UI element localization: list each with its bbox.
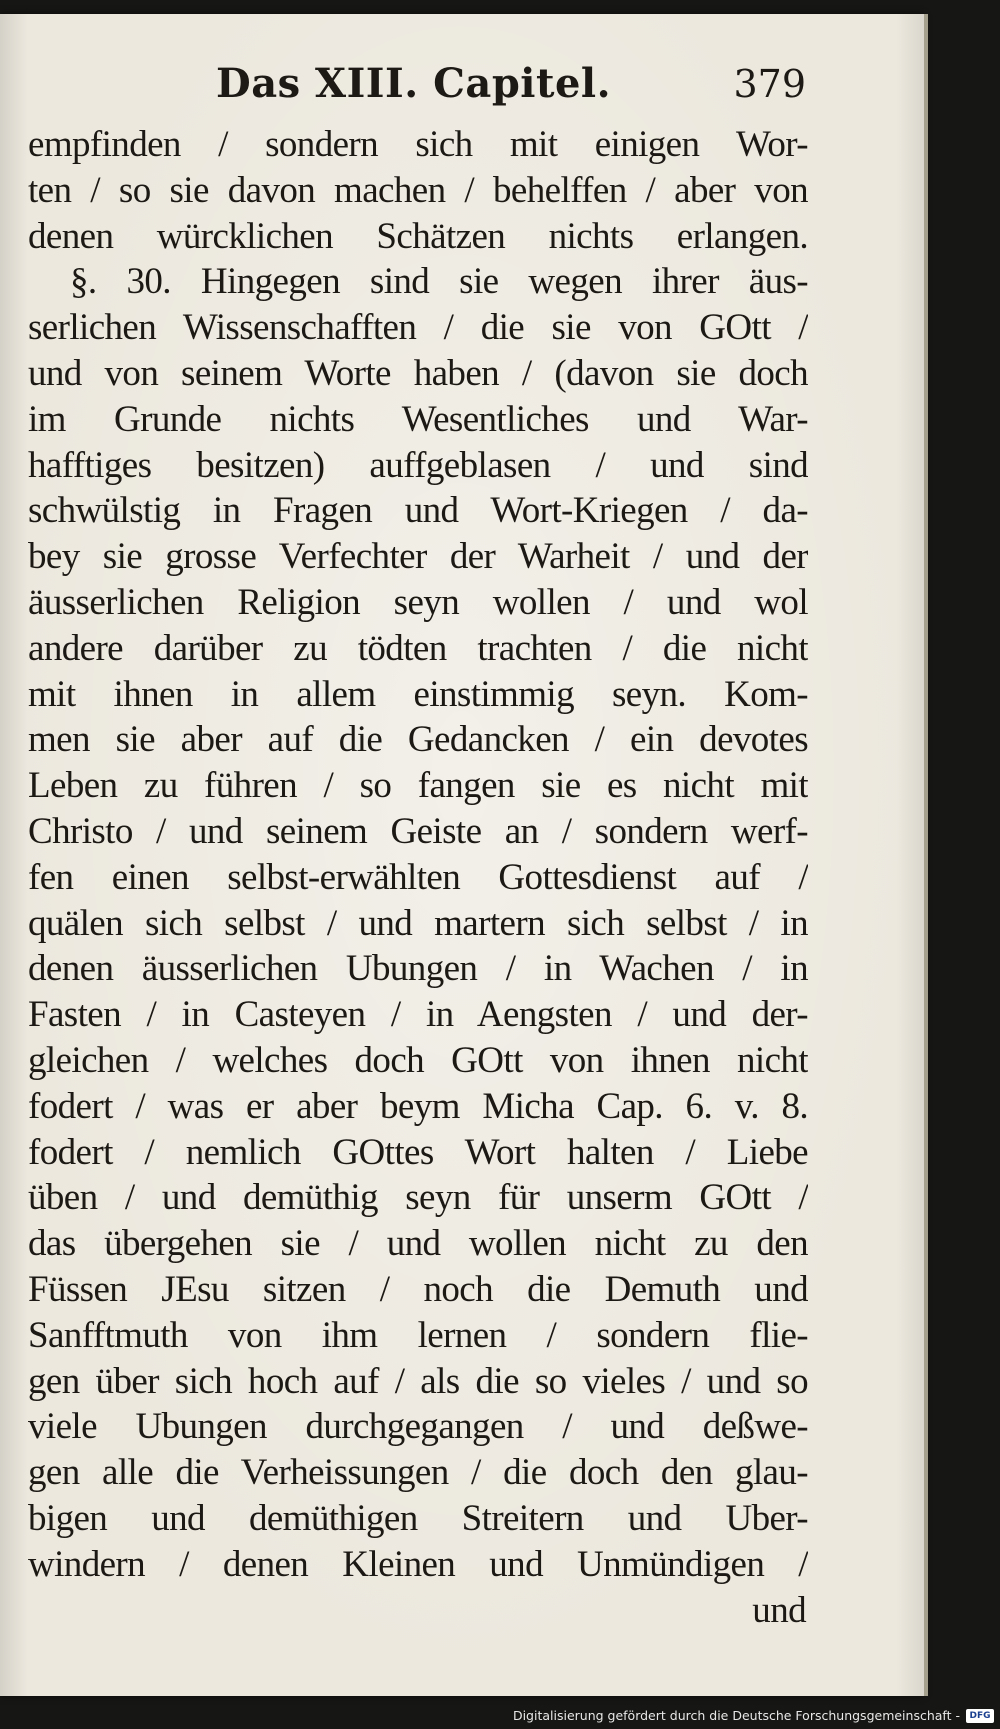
text-line: serlichen Wissenschafften / die sie von GOtt / bbox=[28, 307, 808, 349]
text-line: viele Ubungen durchgegangen / und deßwe- bbox=[28, 1406, 808, 1448]
book-page bbox=[0, 14, 924, 1696]
footer-bar bbox=[0, 1706, 1000, 1729]
page-edge bbox=[924, 14, 928, 1696]
text-line: üben / und demüthig seyn für unserm GOtt / bbox=[28, 1177, 808, 1219]
page-number: 379 bbox=[733, 62, 806, 106]
text-line: andere darüber zu tödten trachten / die nicht bbox=[28, 627, 808, 669]
running-head: Das XIII. Capitel. bbox=[216, 60, 612, 107]
text-line: Leben zu führen / so fangen sie es nicht mit bbox=[28, 765, 808, 807]
text-line: bey sie grosse Verfechter der Warheit / und der bbox=[28, 536, 808, 578]
text-line: denen würcklichen Schätzen nichts erlangen. bbox=[28, 215, 808, 257]
text-line: mit ihnen in allem einstimmig seyn. Kom- bbox=[28, 673, 808, 715]
text-line: Sanfftmuth von ihm lernen / sondern flie- bbox=[28, 1314, 808, 1356]
text-line: empfinden / sondern sich mit einigen Wor- bbox=[28, 124, 808, 165]
text-line: windern / denen Kleinen und Unmündigen / bbox=[28, 1543, 808, 1585]
text-line: fodert / was er aber beym Micha Cap. 6. v. 8. bbox=[28, 1085, 808, 1127]
text-line: §. 30. Hingegen sind sie wegen ihrer äus- bbox=[70, 261, 808, 303]
dfg-logo-icon: DFG bbox=[966, 1709, 994, 1723]
text-line: und von seinem Worte haben / (davon sie doch bbox=[28, 352, 808, 394]
text-line: Füssen JEsu sitzen / noch die Demuth und bbox=[28, 1268, 808, 1310]
text-line: denen äusserlichen Ubungen / in Wachen / in bbox=[28, 948, 808, 990]
text-line: im Grunde nichts Wesentliches und War- bbox=[28, 398, 808, 440]
text-line: gen über sich hoch auf / als die so vieles / und so bbox=[28, 1360, 808, 1402]
body-text bbox=[28, 122, 808, 1633]
text-line: Christo / und seinem Geiste an / sondern werf- bbox=[28, 810, 808, 852]
text-line: quälen sich selbst / und martern sich selbst / in bbox=[28, 902, 808, 944]
page-header bbox=[36, 56, 806, 120]
catchword: und bbox=[752, 1589, 806, 1631]
text-line: Fasten / in Casteyen / in Aengsten / und der- bbox=[28, 994, 808, 1036]
text-line: gen alle die Verheissungen / die doch den glau- bbox=[28, 1452, 808, 1494]
text-line: fen einen selbst-erwählten Gottesdienst auf / bbox=[28, 856, 808, 898]
text-line: äusserlichen Religion seyn wollen / und wol bbox=[28, 581, 808, 623]
text-line: ten / so sie davon machen / behelffen / aber von bbox=[28, 169, 808, 211]
text-line: gleichen / welches doch GOtt von ihnen nicht bbox=[28, 1039, 808, 1081]
funding-credit: Digitalisierung gefördert durch die Deutsche Forschungsgemeinschaft - bbox=[512, 1708, 960, 1723]
text-line: schwülstig in Fragen und Wort-Kriegen / da- bbox=[28, 490, 808, 532]
text-line: das übergehen sie / und wollen nicht zu den bbox=[28, 1223, 808, 1265]
text-line: hafftiges besitzen) auffgeblasen / und sind bbox=[28, 444, 808, 486]
text-line: men sie aber auf die Gedancken / ein devotes bbox=[28, 719, 808, 761]
text-line: bigen und demüthigen Streitern und Uber- bbox=[28, 1497, 808, 1539]
text-line: fodert / nemlich GOttes Wort halten / Liebe bbox=[28, 1131, 808, 1173]
